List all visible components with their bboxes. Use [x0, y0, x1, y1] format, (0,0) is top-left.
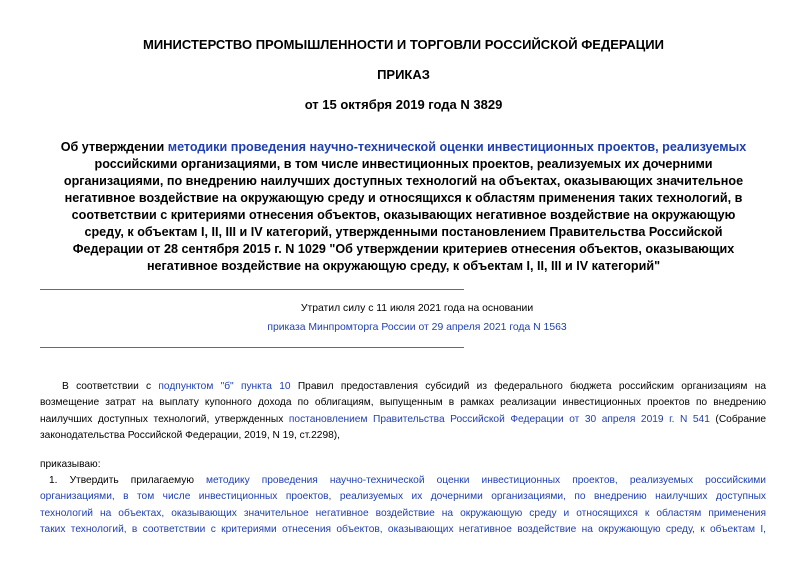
preamble-line-4: законодательства Российской Федерации, 2019, N 19, ст.2298), — [40, 430, 341, 442]
subject-line: негативное воздействие на окружающую среду и относящихся к областям применения таких технологий, в — [64, 191, 743, 205]
order-word: приказываю: — [40, 459, 101, 470]
subject-line-1 — [36, 139, 771, 156]
subparagraph-link[interactable]: подпунктом "б" пункта 10 — [158, 381, 291, 392]
subject-line: российскими организациями, в том числе инвестиционных проектов, реализуемых их дочерними — [94, 157, 713, 171]
document-subject — [36, 139, 771, 275]
subject-link[interactable]: методики проведения научно-технической оценки инвестиционных проектов, реализуемых — [167, 140, 747, 154]
subject-prefix: Об утверждении — [60, 140, 168, 154]
subject-line: Федерации от 28 сентября 2015 г. N 1029 "Об утверждении критериев отнесения объектов, оказывающих — [72, 242, 735, 256]
preamble-line-1: В соответствии с подпунктом "б" пункта 10 Правил предоставления субсидий из федерального бюджета российским организациям на — [62, 381, 766, 392]
methodology-link-line[interactable]: организациями, в том числе инвестиционных проектов, реализуемых их дочерними организациями, по внедрению наилучших доступных — [40, 491, 766, 503]
ministry-title: МИНИСТЕРСТВО ПРОМЫШЛЕННОСТИ И ТОРГОВЛИ РОССИЙСКОЙ ФЕДЕРАЦИИ — [142, 37, 664, 52]
preamble-line-3: наилучших доступных технологий, утвержденных постановлением Правительства Российской Федерации от 30 апреля 2019 г. N 541 (Собрание — [40, 413, 766, 425]
resolution-link[interactable]: постановлением Правительства Российской Федерации от 30 апреля 2019 г. N 541 — [288, 413, 710, 425]
divider-bottom — [40, 347, 464, 348]
item-1-line-1: 1. Утвердить прилагаемую методику проведения научно-технической оценки инвестиционных проектов, реализуемых российскими — [49, 475, 766, 486]
repeal-notice-text: Утратил силу с 11 июля 2021 года на основании — [300, 303, 534, 314]
repeal-notice-link[interactable]: приказа Минпромторга России от 29 апреля 2021 года N 1563 — [267, 322, 567, 333]
document-type: ПРИКАЗ — [377, 67, 430, 82]
item-1-paragraph — [40, 473, 766, 539]
preamble-line-2: возмещение затрат на выплату купонного дохода по облигациям, выпущенным в рамках реализации инвестиционных проектов по внедрению — [40, 397, 766, 409]
preamble-paragraph — [40, 379, 766, 445]
subject-line: среду, к объектам I, II, III и IV категорий, утвержденными постановлением Правительства Российской — [84, 225, 723, 239]
divider-top — [40, 289, 464, 290]
methodology-link-line[interactable]: технологий на объектах, оказывающих значительное негативное воздействие на окружающую среду и относящихся к областям применения — [40, 507, 766, 519]
subject-line: негативное воздействие на окружающую среду, к объектам I, II, III и IV категорий" — [146, 259, 661, 273]
subject-line: организациями, по внедрению наилучших доступных технологий на объектах, оказывающих значительное — [63, 174, 744, 188]
methodology-link[interactable]: методику проведения научно-технической оценки инвестиционных проектов, реализуемых российскими — [206, 475, 766, 486]
subject-line: соответствии с критериями отнесения объектов, оказывающих негативное воздействие на окружающую — [71, 208, 736, 222]
document-date-number: от 15 октября 2019 года N 3829 — [304, 97, 503, 112]
methodology-link-line[interactable]: таких технологий, в соответствии с критериями отнесения объектов, оказывающих негативное воздействие на окружающую среду, к объектам I, — [40, 524, 766, 536]
